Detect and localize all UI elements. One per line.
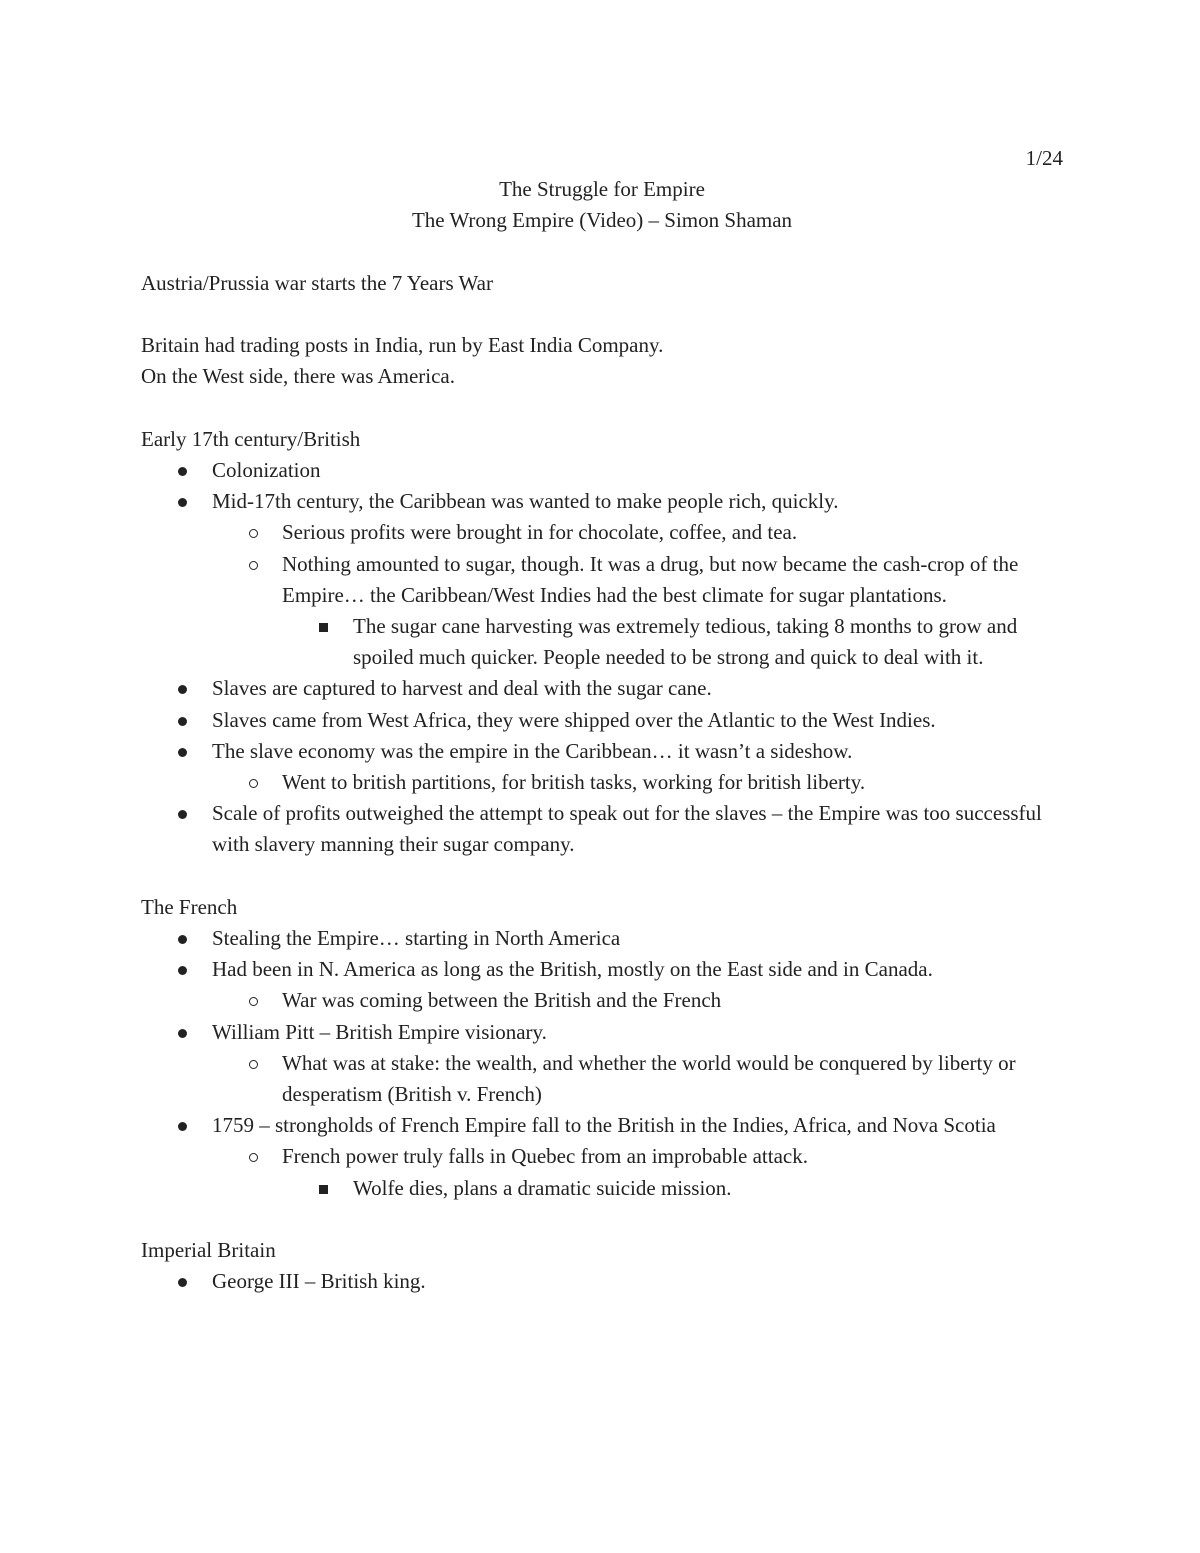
bullet-list xyxy=(141,767,1063,798)
bullet-list xyxy=(141,1173,1063,1204)
list-item xyxy=(141,798,1063,860)
list-item xyxy=(141,673,1063,704)
filled-circle-bullet-icon xyxy=(178,748,187,757)
bullet-list xyxy=(141,1266,1063,1297)
intro-line: On the West side, there was America. xyxy=(141,364,455,389)
list-item-text: Went to british partitions, for british tasks, working for british liberty. xyxy=(282,770,866,795)
hollow-circle-bullet-icon xyxy=(249,529,258,538)
hollow-circle-bullet-icon xyxy=(249,1153,258,1162)
document-title: The Struggle for Empire xyxy=(499,177,705,202)
bullet-list xyxy=(141,455,1063,517)
list-item-text: Serious profits were brought in for chocolate, coffee, and tea. xyxy=(282,520,798,545)
list-item-text: Stealing the Empire… starting in North America xyxy=(212,926,621,951)
list-item-text: The sugar cane harvesting was extremely tedious, taking 8 months to grow and spoiled much quicker. People needed to be strong and quick to deal with it. xyxy=(353,614,1018,670)
list-item xyxy=(141,1173,1063,1204)
list-item xyxy=(141,1266,1063,1297)
list-item-text: Slaves are captured to harvest and deal with the sugar cane. xyxy=(212,676,712,701)
filled-circle-bullet-icon xyxy=(178,717,187,726)
list-item-text: The slave economy was the empire in the Caribbean… it wasn’t a sideshow. xyxy=(212,738,853,763)
list-item xyxy=(141,954,1063,985)
filled-circle-bullet-icon xyxy=(178,1278,187,1287)
list-item-text: War was coming between the British and the French xyxy=(282,988,722,1013)
spacer xyxy=(141,237,1063,268)
list-item xyxy=(141,517,1063,548)
spacer xyxy=(141,1204,1063,1235)
list-item-text: George III – British king. xyxy=(212,1269,426,1294)
filled-circle-bullet-icon xyxy=(178,498,187,507)
bullet-list xyxy=(141,673,1063,767)
list-item xyxy=(141,455,1063,486)
hollow-circle-bullet-icon xyxy=(249,779,258,788)
bullet-list xyxy=(141,985,1063,1016)
list-item-text: Nothing amounted to sugar, though. It was a drug, but now became the cash-crop of the Empire… the Caribbean/West Indies had the best climate for sugar plantations. xyxy=(282,551,1019,607)
bullet-list xyxy=(141,923,1063,985)
square-bullet-icon xyxy=(319,623,328,632)
filled-circle-bullet-icon xyxy=(178,467,187,476)
list-item xyxy=(141,611,1063,673)
intro-line: Austria/Prussia war starts the 7 Years War xyxy=(141,270,493,295)
list-item xyxy=(141,767,1063,798)
section-heading: The French xyxy=(141,894,238,919)
bullet-list xyxy=(141,1141,1063,1172)
list-item-text: Mid-17th century, the Caribbean was wanted to make people rich, quickly. xyxy=(212,489,839,514)
filled-circle-bullet-icon xyxy=(178,966,187,975)
filled-circle-bullet-icon xyxy=(178,1122,187,1131)
list-item-text: Colonization xyxy=(212,457,321,482)
list-item xyxy=(141,486,1063,517)
bullet-list xyxy=(141,1048,1063,1110)
hollow-circle-bullet-icon xyxy=(249,1060,258,1069)
hollow-circle-bullet-icon xyxy=(249,997,258,1006)
date: 1/24 xyxy=(1025,146,1063,170)
list-item xyxy=(141,1048,1063,1110)
list-item xyxy=(141,705,1063,736)
list-item xyxy=(141,1141,1063,1172)
list-item-text: French power truly falls in Quebec from an improbable attack. xyxy=(282,1144,808,1169)
filled-circle-bullet-icon xyxy=(178,810,187,819)
document-subtitle: The Wrong Empire (Video) – Simon Shaman xyxy=(411,208,793,233)
filled-circle-bullet-icon xyxy=(178,1029,187,1038)
hollow-circle-bullet-icon xyxy=(249,561,258,570)
section-heading: Imperial Britain xyxy=(141,1238,276,1263)
list-item-text: 1759 – strongholds of French Empire fall to the British in the Indies, Africa, and Nova Scotia xyxy=(212,1113,996,1138)
bullet-list xyxy=(141,1017,1063,1048)
bullet-list xyxy=(141,517,1063,611)
bullet-list xyxy=(141,1110,1063,1141)
list-item-text: Scale of profits outweighed the attempt to speak out for the slaves – the Empire was too successful with slavery manning their sugar company. xyxy=(212,801,1042,857)
bullet-list xyxy=(141,611,1063,673)
intro-line: Britain had trading posts in India, run by East India Company. xyxy=(141,333,664,358)
spacer xyxy=(141,861,1063,892)
list-item-text: What was at stake: the wealth, and whether the world would be conquered by liberty or desperatism (British v. French) xyxy=(282,1050,1016,1107)
list-item xyxy=(141,1110,1063,1141)
list-item xyxy=(141,923,1063,954)
spacer xyxy=(141,393,1063,424)
list-item xyxy=(141,985,1063,1016)
list-item xyxy=(141,549,1063,611)
section-heading: Early 17th century/British xyxy=(141,426,361,451)
list-item-text: William Pitt – British Empire visionary. xyxy=(212,1019,547,1044)
filled-circle-bullet-icon xyxy=(178,685,187,694)
list-item-text: Slaves came from West Africa, they were shipped over the Atlantic to the West Indies. xyxy=(212,707,936,732)
bullet-list xyxy=(141,798,1063,860)
square-bullet-icon xyxy=(319,1185,328,1194)
list-item-text: Had been in N. America as long as the British, mostly on the East side and in Canada. xyxy=(212,957,933,982)
list-item-text: Wolfe dies, plans a dramatic suicide mission. xyxy=(353,1175,732,1200)
list-item xyxy=(141,1017,1063,1048)
document-body xyxy=(141,143,1063,1297)
filled-circle-bullet-icon xyxy=(178,935,187,944)
list-item xyxy=(141,736,1063,767)
spacer xyxy=(141,299,1063,330)
